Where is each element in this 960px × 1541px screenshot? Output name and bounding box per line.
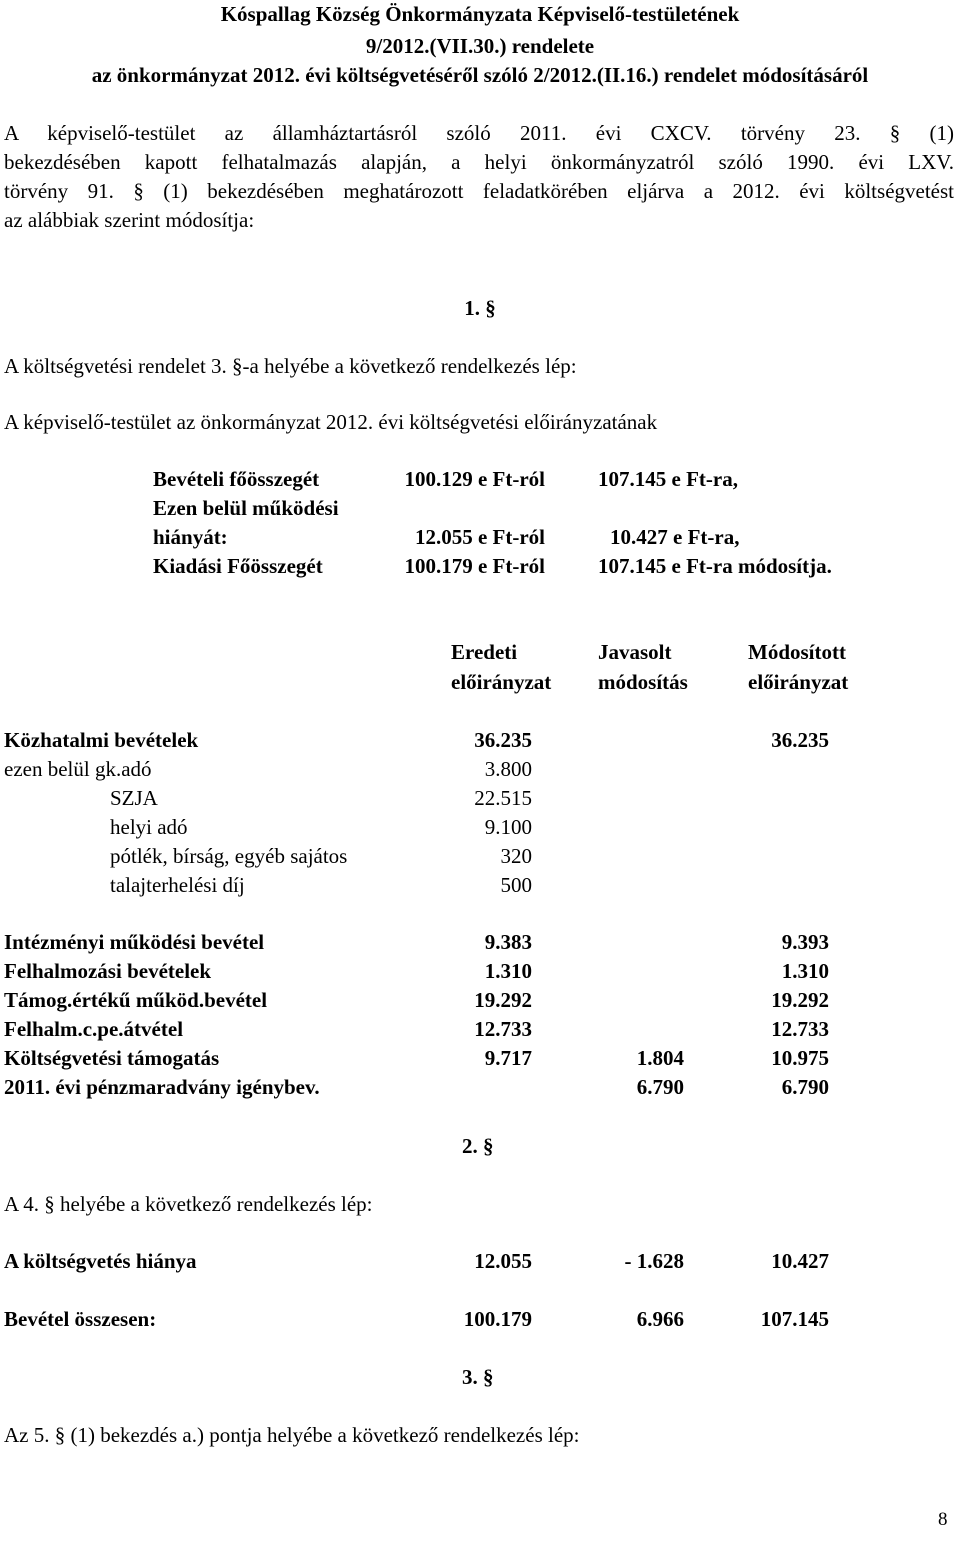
- income-total-original: 100.179: [463, 1307, 532, 1331]
- table-row-label: 2011. évi pénzmaradvány igénybev.: [4, 1075, 320, 1099]
- summary-label: Ezen belül működési: [153, 496, 339, 520]
- table-cell-modified: 6.790: [781, 1075, 829, 1099]
- summary-to: 107.145 e Ft-ra módosítja.: [598, 554, 832, 578]
- table-cell-proposed: 6.790: [636, 1075, 684, 1099]
- table-cell-original: 500: [500, 873, 532, 897]
- table-row-label: Támog.értékű működ.bevétel: [4, 988, 268, 1012]
- table-cell-original: 9.100: [484, 815, 532, 839]
- table-cell-original: 320: [500, 844, 532, 868]
- table-row-label: Felhalm.c.pe.átvétel: [4, 1017, 184, 1041]
- table-row-label: Intézményi működési bevétel: [4, 930, 265, 954]
- summary-from: 100.179 e Ft-ról: [404, 554, 545, 578]
- header-title-line1: Kóspallag Község Önkormányzata Képviselő-testületének: [220, 2, 740, 26]
- table-row-label: Közhatalmi bevételek: [4, 728, 199, 752]
- table-cell-original: 9.383: [484, 930, 532, 954]
- table-cell-original: 19.292: [474, 988, 532, 1012]
- preamble-line1: A képviselő-testület az államháztartásról szóló 2011. évi CXCV. törvény 23. § (1): [4, 121, 954, 145]
- summary-to: 10.427 e Ft-ra,: [610, 525, 740, 549]
- summary-label: Bevételi főösszegét: [153, 467, 320, 491]
- deficit-proposed: - 1.628: [624, 1249, 684, 1273]
- column-header-modified: előirányzat: [748, 670, 849, 694]
- table-cell-modified: 1.310: [781, 959, 829, 983]
- table-row-label: talajterhelési díj: [110, 873, 245, 897]
- summary-label: Kiadási Főösszegét: [153, 554, 323, 578]
- preamble-line4: az alábbiak szerint módosítja:: [4, 208, 255, 232]
- table-row-label: Költségvetési támogatás: [4, 1046, 220, 1070]
- section2-intro: A 4. § helyébe a következő rendelkezés lép:: [4, 1192, 373, 1216]
- section1-text: A képviselő-testület az önkormányzat 2012. évi költségvetési előirányzatának: [4, 410, 658, 434]
- income-total-modified: 107.145: [760, 1307, 829, 1331]
- income-total-label: Bevétel összesen:: [4, 1307, 157, 1331]
- income-total-proposed: 6.966: [636, 1307, 684, 1331]
- table-cell-original: 1.310: [484, 959, 532, 983]
- table-cell-original: 12.733: [474, 1017, 532, 1041]
- header-title-line3: az önkormányzat 2012. évi költségvetéséről szóló 2/2012.(II.16.) rendelet módosításáról: [91, 63, 869, 87]
- table-row-label: helyi adó: [110, 815, 188, 839]
- table-cell-modified: 12.733: [771, 1017, 829, 1041]
- deficit-modified: 10.427: [771, 1249, 829, 1273]
- page-number: 8: [938, 1509, 948, 1530]
- table-cell-modified: 36.235: [771, 728, 829, 752]
- table-cell-original: 36.235: [474, 728, 532, 752]
- section1-intro: A költségvetési rendelet 3. §-a helyébe a következő rendelkezés lép:: [4, 354, 577, 378]
- table-cell-modified: 10.975: [771, 1046, 829, 1070]
- table-cell-original: 22.515: [474, 786, 532, 810]
- column-header-original: Eredeti: [451, 640, 518, 664]
- column-header-proposed: módosítás: [598, 670, 688, 694]
- table-cell-modified: 19.292: [771, 988, 829, 1012]
- section1-heading: 1. §: [464, 296, 496, 320]
- table-cell-proposed: 1.804: [636, 1046, 684, 1070]
- column-header-original: előirányzat: [451, 670, 552, 694]
- preamble-line3: törvény 91. § (1) bekezdésében meghatározott feladatkörében eljárva a 2012. évi költségvetést: [4, 179, 954, 203]
- column-header-proposed: Javasolt: [598, 640, 672, 664]
- summary-from: 100.129 e Ft-ról: [404, 467, 545, 491]
- header-title-line2: 9/2012.(VII.30.) rendelete: [365, 34, 595, 58]
- preamble-line2: bekezdésében kapott felhatalmazás alapján, a helyi önkormányzatról szóló 1990. évi LXV.: [4, 150, 954, 174]
- table-row-label: SZJA: [110, 786, 158, 810]
- table-row-label: pótlék, bírság, egyéb sajátos: [110, 844, 348, 868]
- deficit-label: A költségvetés hiánya: [4, 1249, 197, 1273]
- column-header-modified: Módosított: [748, 640, 846, 664]
- table-cell-original: 9.717: [484, 1046, 532, 1070]
- summary-to: 107.145 e Ft-ra,: [598, 467, 738, 491]
- summary-label: hiányát:: [153, 525, 228, 549]
- section2-heading: 2. §: [462, 1134, 494, 1158]
- table-cell-original: 3.800: [484, 757, 532, 781]
- table-row-label: ezen belül gk.adó: [4, 757, 152, 781]
- summary-from: 12.055 e Ft-ról: [414, 525, 545, 549]
- section3-intro: Az 5. § (1) bekezdés a.) pontja helyébe a következő rendelkezés lép:: [4, 1423, 580, 1447]
- table-cell-modified: 9.393: [781, 930, 829, 954]
- section3-heading: 3. §: [462, 1365, 494, 1389]
- table-row-label: Felhalmozási bevételek: [4, 959, 212, 983]
- deficit-original: 12.055: [474, 1249, 532, 1273]
